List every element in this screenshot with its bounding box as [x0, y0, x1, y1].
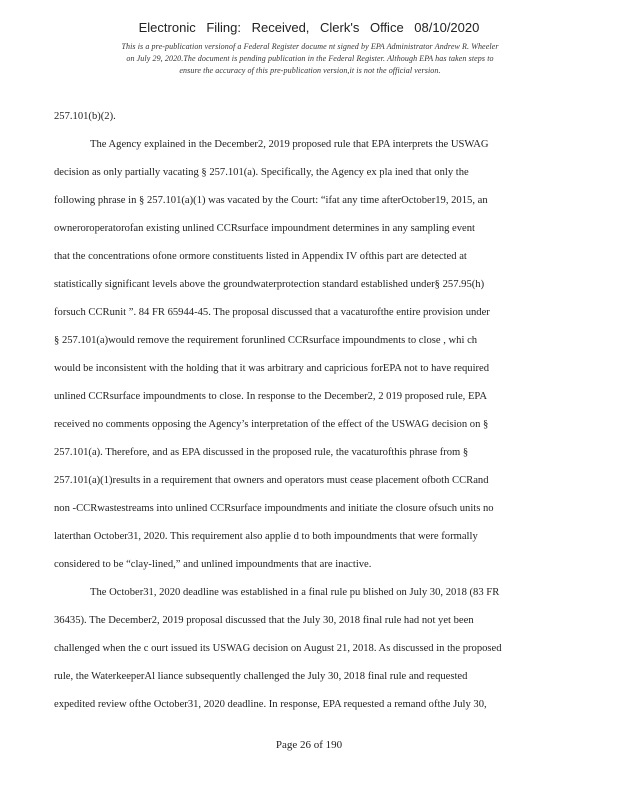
prepublication-notice-line-3: ensure the accuracy of this pre-publication version,it is not the official version. [179, 66, 441, 75]
body-line: would be inconsistent with the holding that it was arbitrary and capricious forEPA not to have required [54, 363, 490, 374]
body-line: non -CCRwastestreams into unlined CCRsurface impoundments and initiate the closure ofsuch units no [54, 503, 494, 514]
body-line: challenged when the c ourt issued its USWAG decision on August 21, 2018. As discussed in the proposed [54, 643, 502, 654]
body-line: 257.101(a)(1)results in a requirement that owners and operators must cease placement ofboth CCRand [54, 475, 489, 486]
body-line: considered to be “clay-lined,” and unlined impoundments that are inactive. [54, 559, 372, 570]
page-number: Page 26 of 190 [275, 739, 343, 751]
body-line: received no comments opposing the Agency’s interpretation of the effect of the USWAG decision on § [54, 419, 489, 430]
body-line: 257.101(a). Therefore, and as EPA discussed in the proposed rule, the vacaturofthis phrase from § [54, 447, 469, 458]
body-line: § 257.101(a)would remove the requirement forunlined CCRsurface impoundments to close , whi ch [54, 335, 478, 346]
body-line: following phrase in § 257.101(a)(1) was vacated by the Court: “ifat any time afterOctober19, 2015, an [54, 195, 488, 206]
body-line: The October31, 2020 deadline was established in a final rule pu blished on July 30, 2018 (83 FR [90, 587, 500, 598]
body-line: laterthan October31, 2020. This requirement also applie d to both impoundments that were formally [54, 531, 478, 542]
body-line: The Agency explained in the December2, 2019 proposed rule that EPA interprets the USWAG [90, 139, 489, 150]
body-line: statistically significant levels above the groundwaterprotection standard established under§ 257.95(h) [54, 279, 485, 290]
body-line: owneroroperatorofan existing unlined CCRsurface impoundment determines in any sampling event [54, 223, 475, 234]
prepublication-notice-line-2: on July 29, 2020.The document is pending publication in the Federal Register. Although EPA has taken steps to [126, 54, 494, 63]
filing-stamp-header: Electronic Filing: Received, Clerk's Office 08/10/2020 [138, 20, 480, 35]
body-line: expedited review ofthe October31, 2020 deadline. In response, EPA requested a remand ofthe July 30, [54, 699, 487, 710]
body-line: unlined CCRsurface impoundments to close. In response to the December2, 2 019 proposed rule, EPA [54, 391, 487, 402]
body-line: decision as only partially vacating § 257.101(a). Specifically, the Agency ex pla ined that only the [54, 167, 469, 178]
body-line: forsuch CCRunit ”. 84 FR 65944-45. The proposal discussed that a vacaturofthe entire provision under [54, 307, 490, 318]
body-line: that the concentrations ofone ormore constituents listed in Appendix IV ofthis part are detected at [54, 251, 467, 262]
body-line: 257.101(b)(2). [54, 111, 116, 122]
body-line: 36435). The December2, 2019 proposal discussed that the July 30, 2018 final rule had not yet been [54, 615, 474, 626]
prepublication-notice-line-1: This is a pre-publication versionof a Federal Register docume nt signed by EPA Administrator Andrew R. Wheeler [121, 42, 499, 51]
body-line: rule, the WaterkeeperAl liance subsequently challenged the July 30, 2018 final rule and requested [54, 671, 468, 682]
